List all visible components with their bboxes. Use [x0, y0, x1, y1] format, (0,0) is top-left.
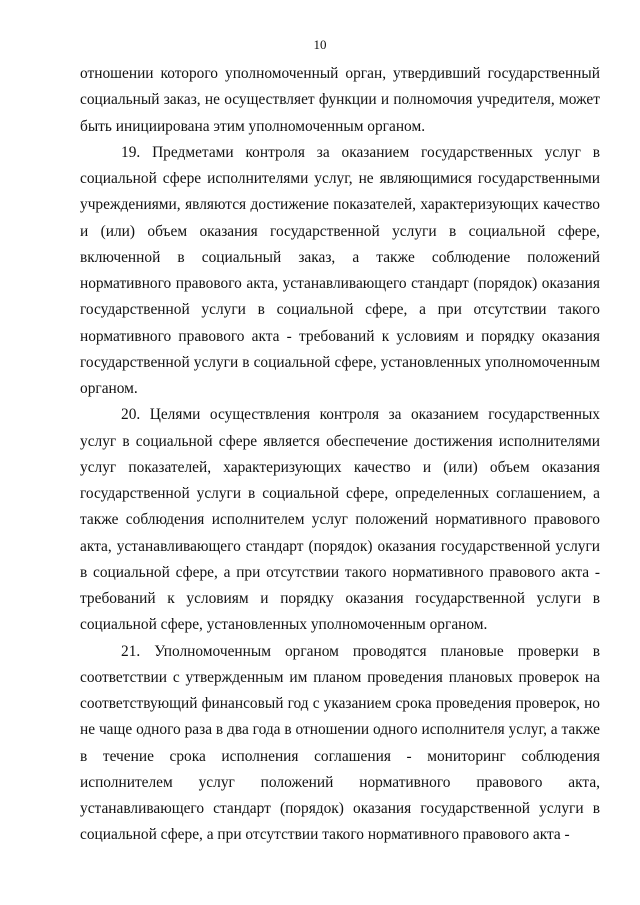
paragraph-19: 19. Предметами контроля за оказанием государственных услуг в социальной сфере исполнителями услуг, не являющимися государственными учреждениями, являются достижение показателей, характеризующих качество и (или) объем оказания государственной услуги в социальной сфере, включенной в социальный заказ, а также соблюдение положений нормативного правового акта, устанавливающего стандарт (порядок) оказания государственной услуги в социальной сфере, а при отсутствии такого нормативного правового акта - требований к условиям и порядку оказания государственной услуги в социальной сфере, установленных уполномоченным органом.: [80, 143, 600, 397]
paragraph-continuation: отношении которого уполномоченный орган, утвердивший государственный социальный заказ, не осуществляет функции и полномочия учредителя, может быть инициирована этим уполномоченным органом.: [80, 65, 600, 135]
page-number: 10: [313, 37, 327, 52]
document-body: [80, 61, 600, 849]
paragraph-20: 20. Целями осуществления контроля за оказанием государственных услуг в социальной сфере является обеспечение достижения исполнителями услуг показателей, характеризующих качество и (или) объем оказания государственной услуги в социальной сфере, определенных соглашением, а также соблюдения исполнителем услуг положений нормативного правового акта, устанавливающего стандарт (порядок) оказания государственной услуги в социальной сфере, а при отсутствии такого нормативного правового акта - требований к условиям и порядку оказания государственной услуги в социальной сфере, установленных уполномоченным органом.: [80, 406, 600, 634]
paragraph-21: 21. Уполномоченным органом проводятся плановые проверки в соответствии с утвержденным им планом проведения плановых проверок на соответствующий финансовый год с указанием срока проведения проверок, но не чаще одного раза в два года в отношении одного исполнителя услуг, а также в течение срока исполнения соглашения - мониторинг соблюдения исполнителем услуг положений нормативного правового акта, устанавливающего стандарт (порядок) оказания государственной услуги в социальной сфере, а при отсутствии такого нормативного правового акта -: [80, 642, 600, 844]
